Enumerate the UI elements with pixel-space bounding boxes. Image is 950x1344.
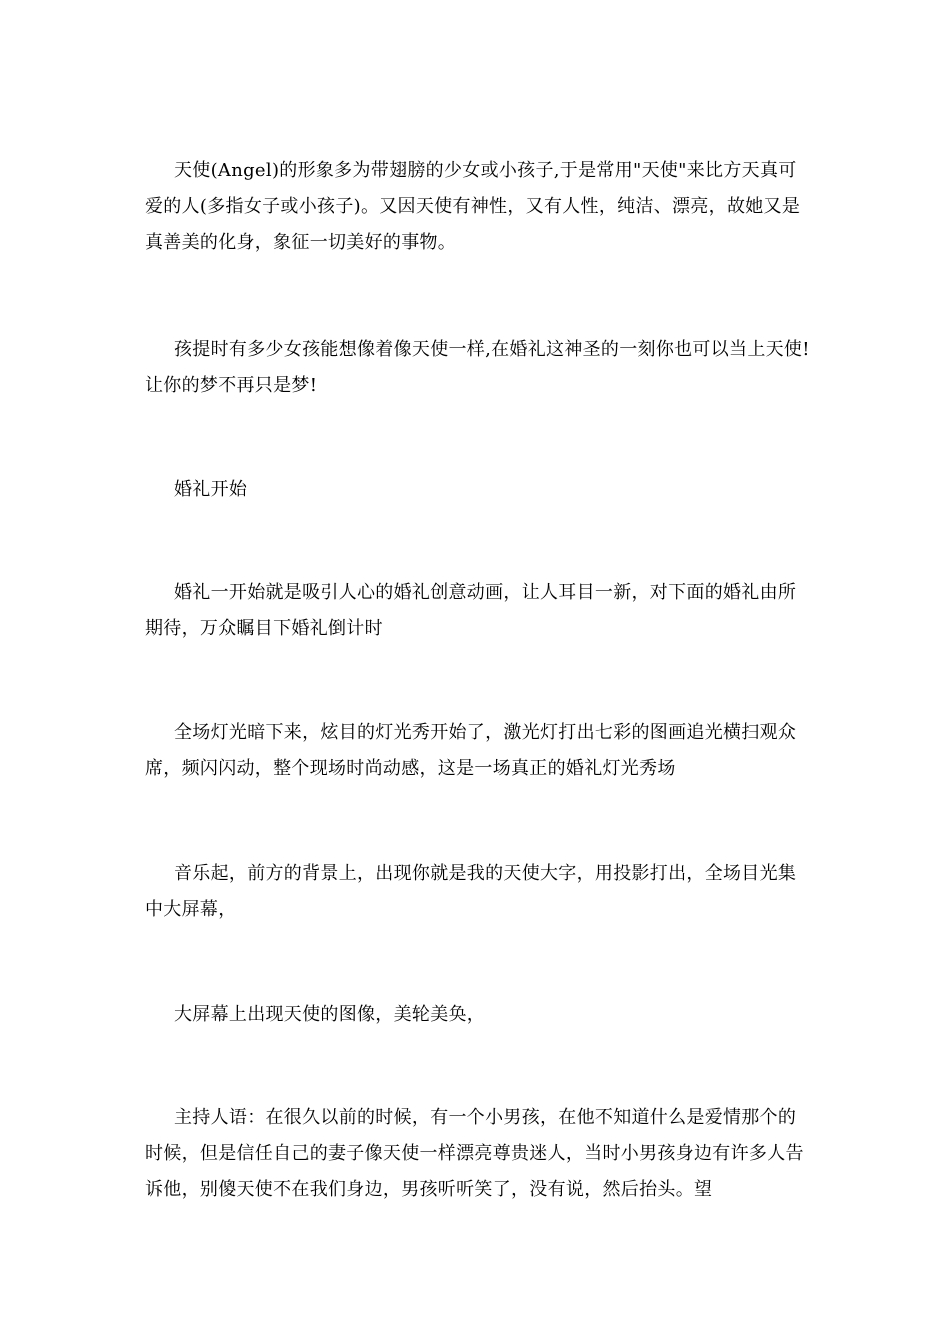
paragraph-childhood-dream: 孩提时有多少女孩能想像着像天使一样,在婚礼这神圣的一刻你也可以当上天使!让你的梦不再只是梦! [145, 339, 810, 396]
section-heading-wedding-start: 婚礼开始 [174, 479, 248, 500]
paragraph-music-screen: 音乐起，前方的背景上，出现你就是我的天使大字，用投影打出，全场目光集中大屏幕， [145, 863, 797, 920]
paragraph-host-speech: 主持人语：在很久以前的时候，有一个小男孩，在他不知道什么是爱情那个的时候，但是信任自己的妻子像天使一样漂亮尊贵迷人，当时小男孩身边有许多人告诉他，别傻天使不在我们身边，男孩听听笑了，没有说，然后抬头。望 [145, 1107, 804, 1200]
paragraph-angel-definition: 天使(Angel)的形象多为带翅膀的少女或小孩子,于是常用"天使"来比方天真可爱的人(多指女子或小孩子)。又因天使有神性，又有人性，纯洁、漂亮，故她又是真善美的化身，象征一切美好的事物。 [145, 160, 801, 253]
paragraph-opening-animation: 婚礼一开始就是吸引人心的婚礼创意动画，让人耳目一新，对下面的婚礼由所期待，万众瞩目下婚礼倒计时 [145, 582, 797, 639]
paragraph-angel-image: 大屏幕上出现天使的图像，美轮美奂， [174, 1004, 486, 1025]
paragraph-light-show: 全场灯光暗下来，炫目的灯光秀开始了，激光灯打出七彩的图画追光横扫观众席，频闪闪动，整个现场时尚动感，这是一场真正的婚礼灯光秀场 [145, 722, 797, 779]
